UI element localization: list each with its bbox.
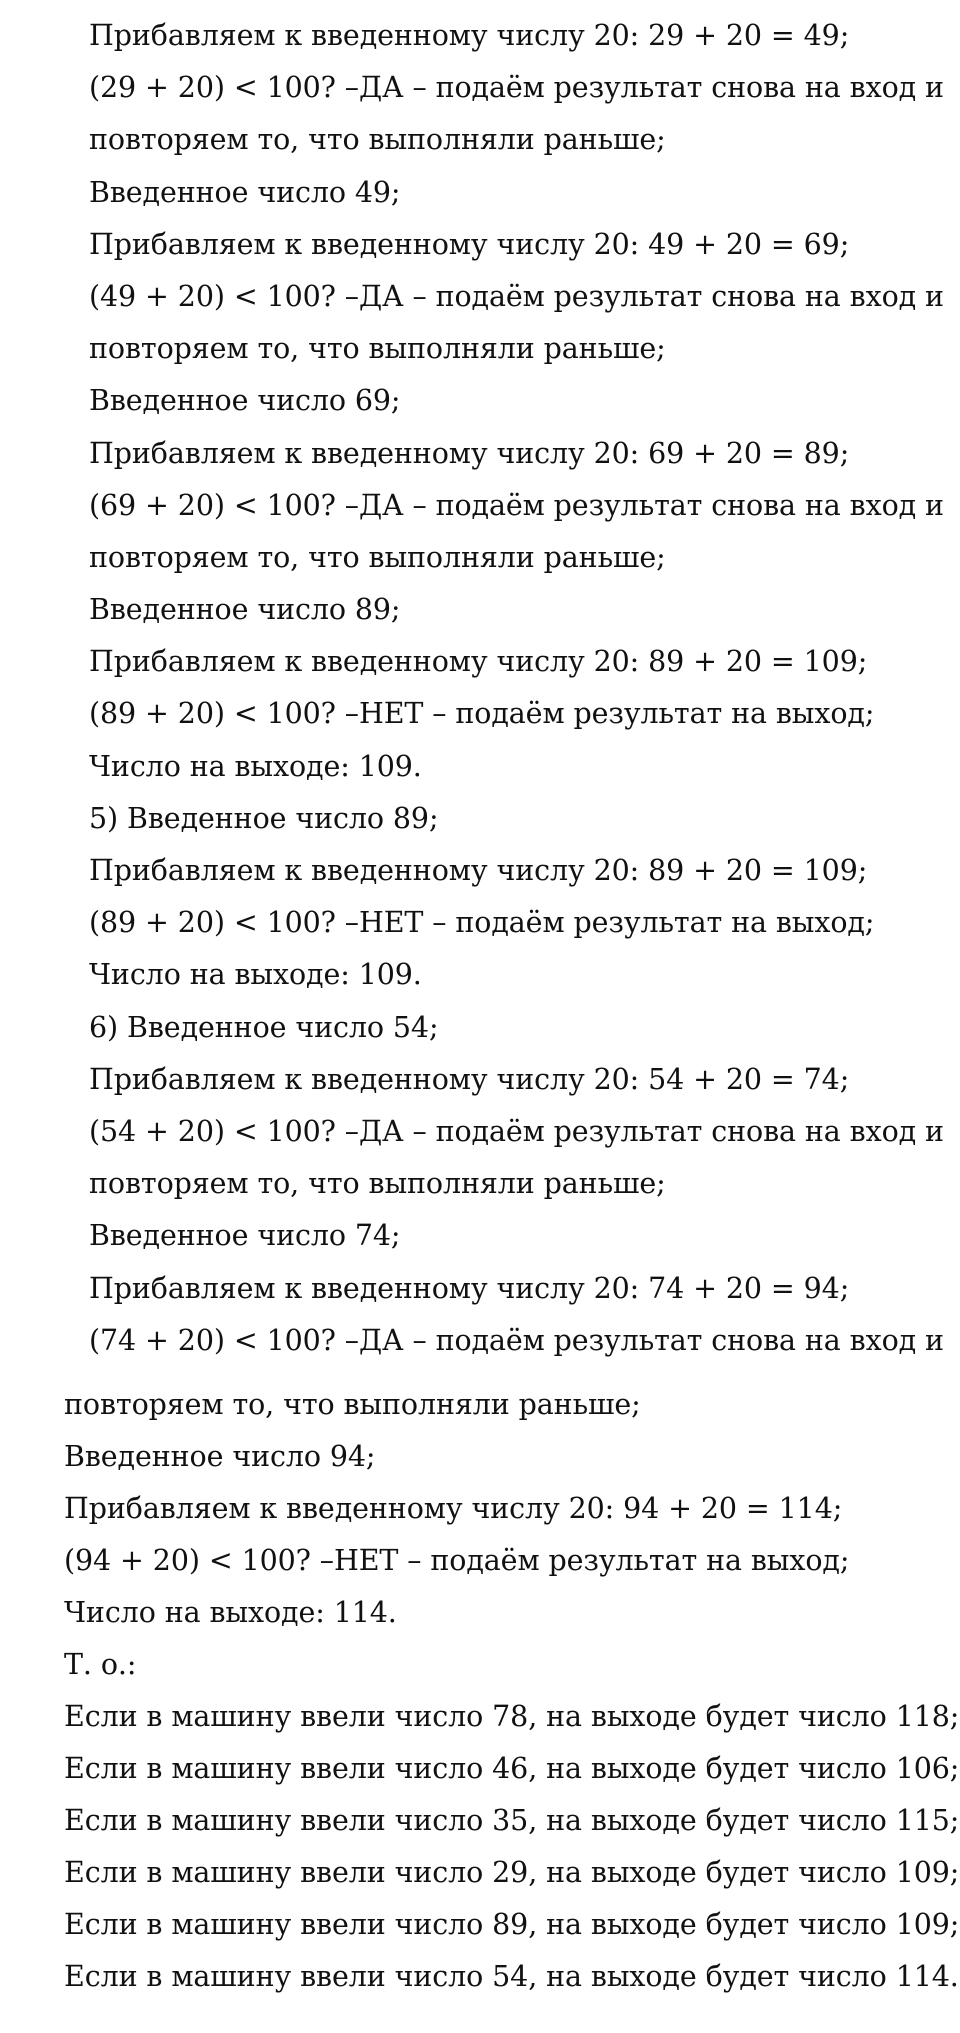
text-line: (54 + 20) < 100? –ДА – подаём результат снова на вход и: [89, 1114, 944, 1148]
text-line: Число на выходе: 109.: [89, 749, 422, 783]
text-line: Если в машину ввели число 89, на выходе будет число 109;: [64, 1908, 960, 1941]
text-line: Введенное число 74;: [89, 1219, 401, 1253]
text-line: повторяем то, что выполняли раньше;: [89, 540, 666, 574]
text-line: (89 + 20) < 100? –НЕТ – подаём результат на выход;: [89, 906, 875, 940]
text-line: 5) Введенное число 89;: [89, 801, 439, 835]
left-text-block: [64, 1379, 960, 2003]
text-line: Если в машину ввели число 54, на выходе будет число 114.: [64, 1960, 959, 1993]
text-line: Т. о.:: [64, 1648, 137, 1681]
text-line: Прибавляем к введенному числу 20: 69 + 20 = 89;: [89, 436, 850, 470]
text-line: Прибавляем к введенному числу 20: 94 + 20 = 114;: [64, 1492, 843, 1525]
text-line: Введенное число 89;: [89, 593, 401, 627]
text-line: (49 + 20) < 100? –ДА – подаём результат снова на вход и: [89, 279, 944, 313]
text-line: (89 + 20) < 100? –НЕТ – подаём результат на выход;: [89, 697, 875, 731]
text-line: 6) Введенное число 54;: [89, 1010, 439, 1044]
text-line: Если в машину ввели число 78, на выходе будет число 118;: [64, 1700, 960, 1733]
text-line: повторяем то, что выполняли раньше;: [64, 1388, 641, 1421]
text-line: (74 + 20) < 100? –ДА – подаём результат снова на вход и: [89, 1323, 944, 1357]
text-line: Если в машину ввели число 29, на выходе будет число 109;: [64, 1856, 960, 1889]
text-line: Прибавляем к введенному числу 20: 49 + 20 = 69;: [89, 227, 850, 261]
text-line: Число на выходе: 114.: [64, 1596, 397, 1629]
text-line: Число на выходе: 109.: [89, 958, 422, 992]
text-line: Прибавляем к введенному числу 20: 29 + 20 = 49;: [89, 19, 850, 52]
text-line: Прибавляем к введенному числу 20: 89 + 20 = 109;: [89, 854, 868, 887]
text-line: (29 + 20) < 100? –ДА – подаём результат снова на вход и: [89, 71, 944, 105]
text-line: повторяем то, что выполняли раньше;: [89, 123, 666, 157]
text-line: Прибавляем к введенному числу 20: 74 + 20 = 94;: [89, 1271, 850, 1305]
text-line: (69 + 20) < 100? –ДА – подаём результат снова на вход и: [89, 488, 944, 522]
text-line: Прибавляем к введенному числу 20: 89 + 20 = 109;: [89, 645, 868, 679]
text-line: Если в машину ввели число 46, на выходе будет число 106;: [64, 1752, 960, 1785]
text-line: Введенное число 94;: [64, 1440, 376, 1473]
text-line: Введенное число 69;: [89, 384, 401, 418]
indented-text-block: [89, 10, 960, 1367]
text-line: повторяем то, что выполняли раньше;: [89, 332, 666, 366]
text-line: повторяем то, что выполняли раньше;: [89, 1167, 666, 1201]
text-line: (94 + 20) < 100? –НЕТ – подаём результат на выход;: [64, 1544, 850, 1577]
text-line: Прибавляем к введенному числу 20: 54 + 20 = 74;: [89, 1062, 850, 1096]
text-line: Введенное число 49;: [89, 175, 401, 209]
text-line: Если в машину ввели число 35, на выходе будет число 115;: [64, 1804, 960, 1837]
